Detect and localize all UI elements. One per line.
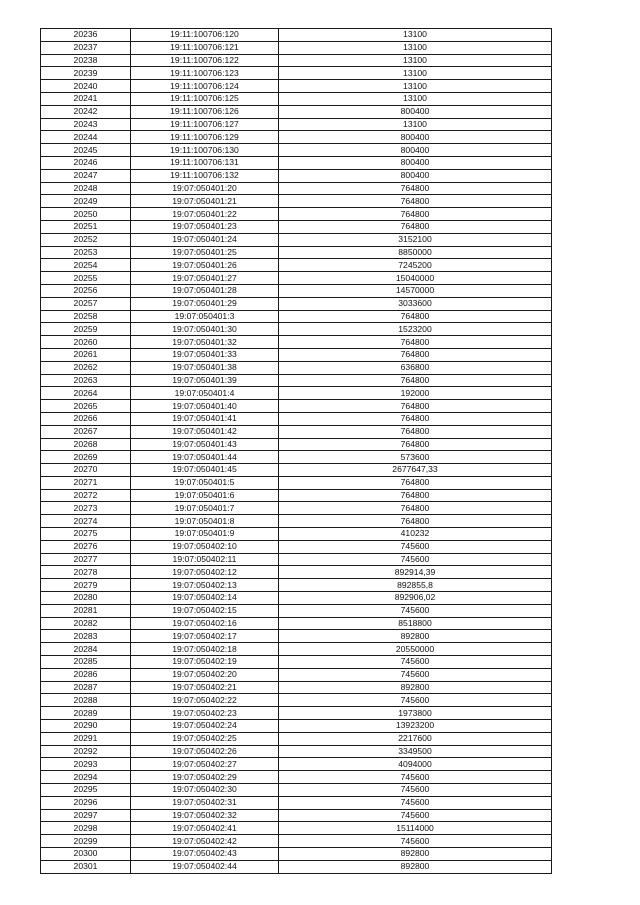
table-row [41,182,552,195]
table-row [41,144,552,157]
row-number-cell: 20288 [41,694,131,707]
cadastral-number-cell: 19:11:100706:132 [131,169,279,182]
cadastral-number-cell: 19:07:050402:17 [131,630,279,643]
table-row [41,784,552,797]
value-cell: 745600 [279,796,552,809]
cadastral-number-cell: 19:07:050401:42 [131,425,279,438]
value-cell: 3152100 [279,233,552,246]
value-cell: 745600 [279,809,552,822]
table-row [41,105,552,118]
value-cell: 13923200 [279,720,552,733]
table-row [41,835,552,848]
row-number-cell: 20278 [41,566,131,579]
row-number-cell: 20279 [41,579,131,592]
row-number-cell: 20256 [41,284,131,297]
value-cell: 800400 [279,156,552,169]
table-row [41,208,552,221]
cadastral-number-cell: 19:07:050402:32 [131,809,279,822]
row-number-cell: 20245 [41,144,131,157]
row-number-cell: 20300 [41,848,131,861]
value-cell: 636800 [279,361,552,374]
table-row [41,681,552,694]
value-cell: 764800 [279,425,552,438]
cadastral-number-cell: 19:07:050401:5 [131,476,279,489]
table-row [41,297,552,310]
value-cell: 745600 [279,656,552,669]
value-cell: 764800 [279,438,552,451]
cadastral-number-cell: 19:11:100706:131 [131,156,279,169]
value-cell: 1523200 [279,323,552,336]
value-cell: 764800 [279,374,552,387]
row-number-cell: 20261 [41,348,131,361]
table-row [41,579,552,592]
table-row [41,80,552,93]
value-cell: 800400 [279,144,552,157]
value-cell: 764800 [279,348,552,361]
row-number-cell: 20254 [41,259,131,272]
cadastral-number-cell: 19:07:050402:27 [131,758,279,771]
cadastral-number-cell: 19:11:100706:126 [131,105,279,118]
value-cell: 410232 [279,528,552,541]
table-row [41,220,552,233]
table-row [41,668,552,681]
table-row [41,566,552,579]
row-number-cell: 20289 [41,707,131,720]
cadastral-number-cell: 19:07:050402:24 [131,720,279,733]
value-cell: 745600 [279,553,552,566]
table-row [41,796,552,809]
cadastral-number-cell: 19:07:050401:6 [131,489,279,502]
table-row [41,169,552,182]
value-cell: 745600 [279,540,552,553]
cadastral-number-cell: 19:07:050402:30 [131,784,279,797]
value-cell: 13100 [279,80,552,93]
table-body [41,29,552,874]
cadastral-number-cell: 19:07:050402:13 [131,579,279,592]
value-cell: 3349500 [279,745,552,758]
cadastral-number-cell: 19:07:050401:3 [131,310,279,323]
value-cell: 764800 [279,502,552,515]
cadastral-number-cell: 19:11:100706:122 [131,54,279,67]
cadastral-number-cell: 19:07:050401:26 [131,259,279,272]
value-cell: 800400 [279,105,552,118]
cadastral-number-cell: 19:07:050401:32 [131,336,279,349]
table-row [41,67,552,80]
table-row [41,131,552,144]
table-row [41,694,552,707]
cadastral-number-cell: 19:07:050401:29 [131,297,279,310]
cadastral-number-cell: 19:07:050402:12 [131,566,279,579]
cadastral-number-cell: 19:07:050402:19 [131,656,279,669]
table-row [41,617,552,630]
row-number-cell: 20283 [41,630,131,643]
table-row [41,246,552,259]
row-number-cell: 20247 [41,169,131,182]
value-cell: 764800 [279,476,552,489]
table-row [41,400,552,413]
row-number-cell: 20274 [41,515,131,528]
table-row [41,348,552,361]
row-number-cell: 20296 [41,796,131,809]
cadastral-number-cell: 19:07:050401:30 [131,323,279,336]
value-cell: 745600 [279,668,552,681]
row-number-cell: 20239 [41,67,131,80]
cadastral-number-cell: 19:07:050401:41 [131,412,279,425]
row-number-cell: 20255 [41,272,131,285]
cadastral-number-cell: 19:07:050402:41 [131,822,279,835]
cadastral-number-cell: 19:11:100706:130 [131,144,279,157]
table-row [41,732,552,745]
row-number-cell: 20264 [41,387,131,400]
row-number-cell: 20272 [41,489,131,502]
row-number-cell: 20263 [41,374,131,387]
value-cell: 745600 [279,784,552,797]
cadastral-number-cell: 19:07:050402:11 [131,553,279,566]
row-number-cell: 20266 [41,412,131,425]
value-cell: 573600 [279,451,552,464]
row-number-cell: 20297 [41,809,131,822]
table-row [41,809,552,822]
cadastral-number-cell: 19:07:050401:43 [131,438,279,451]
table-row [41,528,552,541]
row-number-cell: 20286 [41,668,131,681]
row-number-cell: 20246 [41,156,131,169]
cadastral-number-cell: 19:07:050401:25 [131,246,279,259]
cadastral-number-cell: 19:07:050402:43 [131,848,279,861]
cadastral-number-cell: 19:07:050401:38 [131,361,279,374]
row-number-cell: 20282 [41,617,131,630]
row-number-cell: 20267 [41,425,131,438]
row-number-cell: 20270 [41,464,131,477]
value-cell: 764800 [279,195,552,208]
table-row [41,195,552,208]
row-number-cell: 20277 [41,553,131,566]
cadastral-number-cell: 19:07:050402:31 [131,796,279,809]
row-number-cell: 20284 [41,643,131,656]
row-number-cell: 20271 [41,476,131,489]
value-cell: 13100 [279,29,552,42]
cadastral-number-cell: 19:11:100706:125 [131,92,279,105]
value-cell: 892800 [279,848,552,861]
cadastral-number-cell: 19:07:050401:21 [131,195,279,208]
table-row [41,233,552,246]
table-row [41,822,552,835]
cadastral-number-cell: 19:07:050401:33 [131,348,279,361]
cadastral-number-cell: 19:07:050402:16 [131,617,279,630]
table-row [41,156,552,169]
row-number-cell: 20268 [41,438,131,451]
value-cell: 745600 [279,694,552,707]
row-number-cell: 20253 [41,246,131,259]
row-number-cell: 20244 [41,131,131,144]
value-cell: 892914,39 [279,566,552,579]
cadastral-number-cell: 19:07:050402:42 [131,835,279,848]
value-cell: 764800 [279,182,552,195]
cadastral-number-cell: 19:07:050402:29 [131,771,279,784]
cadastral-number-cell: 19:07:050401:4 [131,387,279,400]
table-row [41,29,552,42]
value-cell: 892855,8 [279,579,552,592]
value-cell: 892800 [279,860,552,873]
row-number-cell: 20249 [41,195,131,208]
table-row [41,425,552,438]
cadastral-number-cell: 19:07:050402:44 [131,860,279,873]
table-row [41,860,552,873]
cadastral-number-cell: 19:07:050401:22 [131,208,279,221]
cadastral-number-cell: 19:07:050401:40 [131,400,279,413]
value-cell: 892906,02 [279,592,552,605]
value-cell: 4094000 [279,758,552,771]
cadastral-number-cell: 19:07:050401:45 [131,464,279,477]
row-number-cell: 20250 [41,208,131,221]
row-number-cell: 20285 [41,656,131,669]
row-number-cell: 20295 [41,784,131,797]
table-row [41,259,552,272]
cadastral-number-cell: 19:11:100706:120 [131,29,279,42]
value-cell: 764800 [279,208,552,221]
row-number-cell: 20243 [41,118,131,131]
row-number-cell: 20241 [41,92,131,105]
value-cell: 764800 [279,220,552,233]
table-row [41,476,552,489]
value-cell: 15040000 [279,272,552,285]
cadastral-number-cell: 19:07:050401:24 [131,233,279,246]
cadastral-number-cell: 19:07:050401:28 [131,284,279,297]
value-cell: 764800 [279,412,552,425]
table-row [41,745,552,758]
cadastral-number-cell: 19:07:050402:20 [131,668,279,681]
row-number-cell: 20299 [41,835,131,848]
value-cell: 8850000 [279,246,552,259]
table-row [41,310,552,323]
value-cell: 13100 [279,67,552,80]
table-row [41,387,552,400]
row-number-cell: 20301 [41,860,131,873]
row-number-cell: 20248 [41,182,131,195]
value-cell: 13100 [279,92,552,105]
row-number-cell: 20237 [41,41,131,54]
row-number-cell: 20280 [41,592,131,605]
cadastral-number-cell: 19:07:050401:20 [131,182,279,195]
cadastral-number-cell: 19:07:050402:26 [131,745,279,758]
value-cell: 2217600 [279,732,552,745]
table-row [41,54,552,67]
value-cell: 192000 [279,387,552,400]
value-cell: 764800 [279,310,552,323]
cadastral-value-table [40,28,552,874]
value-cell: 13100 [279,41,552,54]
table-row [41,592,552,605]
table-row [41,758,552,771]
cadastral-number-cell: 19:07:050401:9 [131,528,279,541]
cadastral-number-cell: 19:11:100706:127 [131,118,279,131]
table-row [41,489,552,502]
table-row [41,92,552,105]
row-number-cell: 20238 [41,54,131,67]
cadastral-number-cell: 19:11:100706:123 [131,67,279,80]
cadastral-number-cell: 19:07:050401:23 [131,220,279,233]
table-row [41,374,552,387]
value-cell: 13100 [279,54,552,67]
table-row [41,412,552,425]
cadastral-number-cell: 19:07:050402:22 [131,694,279,707]
table-row [41,336,552,349]
row-number-cell: 20259 [41,323,131,336]
table-row [41,502,552,515]
table-row [41,553,552,566]
value-cell: 7245200 [279,259,552,272]
cadastral-number-cell: 19:07:050401:44 [131,451,279,464]
cadastral-number-cell: 19:11:100706:129 [131,131,279,144]
value-cell: 13100 [279,118,552,131]
table-row [41,118,552,131]
cadastral-number-cell: 19:11:100706:121 [131,41,279,54]
cadastral-number-cell: 19:07:050402:21 [131,681,279,694]
value-cell: 892800 [279,630,552,643]
value-cell: 764800 [279,336,552,349]
row-number-cell: 20260 [41,336,131,349]
row-number-cell: 20236 [41,29,131,42]
value-cell: 764800 [279,515,552,528]
table-row [41,604,552,617]
cadastral-number-cell: 19:11:100706:124 [131,80,279,93]
table-row [41,323,552,336]
value-cell: 892800 [279,681,552,694]
cadastral-number-cell: 19:07:050402:18 [131,643,279,656]
row-number-cell: 20291 [41,732,131,745]
row-number-cell: 20275 [41,528,131,541]
value-cell: 8518800 [279,617,552,630]
cadastral-number-cell: 19:07:050401:27 [131,272,279,285]
table-row [41,464,552,477]
row-number-cell: 20262 [41,361,131,374]
table-row [41,656,552,669]
row-number-cell: 20292 [41,745,131,758]
value-cell: 20550000 [279,643,552,656]
row-number-cell: 20257 [41,297,131,310]
value-cell: 800400 [279,131,552,144]
cadastral-number-cell: 19:07:050402:15 [131,604,279,617]
value-cell: 764800 [279,400,552,413]
row-number-cell: 20240 [41,80,131,93]
table-row [41,707,552,720]
row-number-cell: 20269 [41,451,131,464]
row-number-cell: 20258 [41,310,131,323]
table-row [41,643,552,656]
value-cell: 745600 [279,835,552,848]
table-row [41,720,552,733]
row-number-cell: 20251 [41,220,131,233]
cadastral-number-cell: 19:07:050402:14 [131,592,279,605]
table-row [41,771,552,784]
value-cell: 2677647,33 [279,464,552,477]
row-number-cell: 20265 [41,400,131,413]
value-cell: 764800 [279,489,552,502]
table-row [41,630,552,643]
table-row [41,272,552,285]
row-number-cell: 20281 [41,604,131,617]
value-cell: 745600 [279,771,552,784]
row-number-cell: 20298 [41,822,131,835]
row-number-cell: 20293 [41,758,131,771]
cadastral-number-cell: 19:07:050402:10 [131,540,279,553]
row-number-cell: 20252 [41,233,131,246]
value-cell: 15114000 [279,822,552,835]
row-number-cell: 20287 [41,681,131,694]
cadastral-number-cell: 19:07:050401:8 [131,515,279,528]
row-number-cell: 20294 [41,771,131,784]
table-row [41,540,552,553]
table-row [41,41,552,54]
table-row [41,451,552,464]
cadastral-number-cell: 19:07:050401:39 [131,374,279,387]
table-row [41,361,552,374]
value-cell: 3033600 [279,297,552,310]
table-row [41,438,552,451]
value-cell: 1973800 [279,707,552,720]
row-number-cell: 20276 [41,540,131,553]
table-row [41,515,552,528]
cadastral-number-cell: 19:07:050401:7 [131,502,279,515]
row-number-cell: 20242 [41,105,131,118]
table-row [41,284,552,297]
cadastral-number-cell: 19:07:050402:25 [131,732,279,745]
row-number-cell: 20290 [41,720,131,733]
row-number-cell: 20273 [41,502,131,515]
value-cell: 14570000 [279,284,552,297]
table-row [41,848,552,861]
value-cell: 745600 [279,604,552,617]
value-cell: 800400 [279,169,552,182]
cadastral-number-cell: 19:07:050402:23 [131,707,279,720]
